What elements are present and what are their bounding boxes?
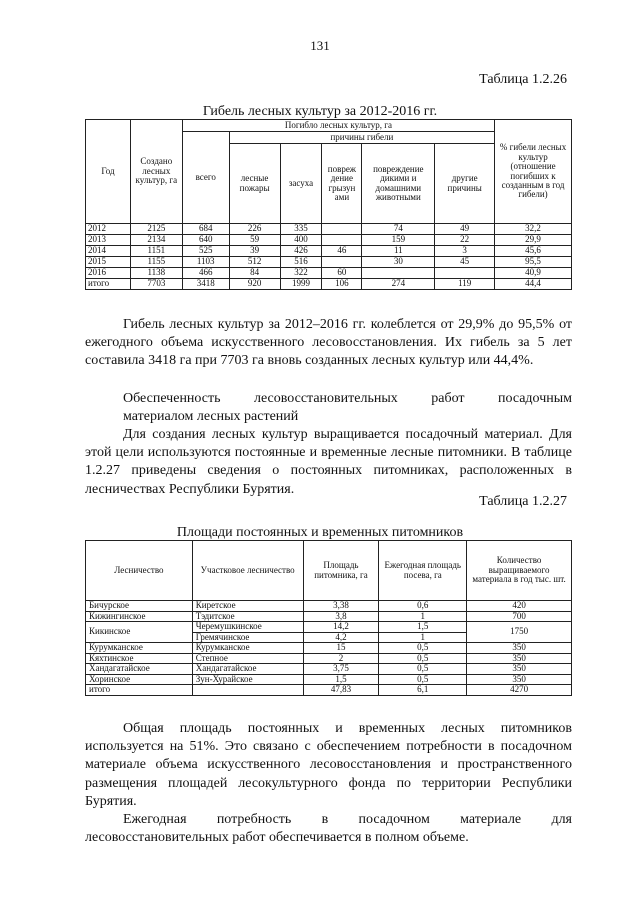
cell-drought: 1999 [280,279,322,290]
cell-quantity: 4270 [467,685,572,696]
table-row [86,246,572,257]
cell-district: Курумканское [192,643,303,654]
table-row [86,224,572,235]
cell-created: 1138 [130,268,182,279]
table-row [86,664,572,675]
cell-quantity: 350 [467,653,572,664]
header-other: другие причины [435,144,495,224]
cell-forestry: Хандагатайское [86,664,193,675]
cell-area: 14,2 [303,622,379,633]
cell-sowing: 1,5 [379,622,467,633]
header-quantity: Количество выращиваемого материала в год тыс. шт. [467,541,572,601]
nurseries-table [85,540,572,696]
cell-animals [362,268,435,279]
cell-sowing: 0,5 [379,653,467,664]
cell-rodents: 106 [322,279,362,290]
table2-title: Площади постоянных и временных питомников [176,525,464,540]
table2-label: Таблица 1.2.27 [479,494,567,509]
paragraph-nurseries-text: Для создания лесных культур выращивается посадочный материал. Для этой цели используются постоянные и временные лесные питомники. В таблице 1.2.27 приведены сведения о постоянных питомниках, расположенных в лесничествах Республики Бурятия. [85,427,572,497]
section-heading-line1: Обеспеченность лесовосстановительных работ посадочным [123,391,572,406]
cell-district: Киретское [192,601,303,612]
cell-other: 49 [435,224,495,235]
header-district: Участковое лесничество [192,541,303,601]
page-number: 131 [310,38,330,53]
cell-rodents: 46 [322,246,362,257]
table-row [86,611,572,622]
cell-district: Хандагатайское [192,664,303,675]
section-heading [85,390,572,426]
cell-area: 1,5 [303,674,379,685]
cell-fires: 512 [229,257,280,268]
cell-fires: 84 [229,268,280,279]
cell-quantity: 350 [467,674,572,685]
cell-animals: 11 [362,246,435,257]
cell-total: 640 [182,235,229,246]
header-sowing: Ежегодная площадь посева, га [379,541,467,601]
cell-forestry: Курумканское [86,643,193,654]
cell-rodents [322,224,362,235]
cell-area: 2 [303,653,379,664]
cell-fires: 920 [229,279,280,290]
cell-percent: 40,9 [495,268,572,279]
cell-quantity: 420 [467,601,572,612]
table-row [86,685,572,696]
paragraph-demand-text: Ежегодная потребность в посадочном материале для лесовосстановительных работ обеспечивается в полном объеме. [85,812,572,846]
cell-sowing: 1 [379,611,467,622]
cell-year: 2016 [86,268,131,279]
cell-rodents [322,235,362,246]
paragraph-usage-text: Общая площадь постоянных и временных лесных питомников используется на 51%. Это связано с обеспечением потребности в посадочном материале объема искусственного лесовосстановления и пространственного размещения площадей лесокультурного фонда по территории Республики Бурятия. [85,721,572,809]
cell-total: 466 [182,268,229,279]
cell-sowing: 0,5 [379,674,467,685]
header-animals: повреждение дикими и домашними животными [362,144,435,224]
cell-forestry: Бичурское [86,601,193,612]
table-row [86,643,572,654]
cell-forestry: Кяхтинское [86,653,193,664]
cell-year: 2012 [86,224,131,235]
header-fires: лесные пожары [229,144,280,224]
header-rodents: повреж дение грызун ами [322,144,362,224]
cell-drought: 400 [280,235,322,246]
cell-percent: 45,6 [495,246,572,257]
paragraph-loss-text: Гибель лесных культур за 2012–2016 гг. колеблется от 29,9% до 95,5% от ежегодного объема искусственного лесовосстановления. Их гибель за 5 лет составила 3418 га при 7703 га вновь созданных лесных культур или 44,4%. [85,317,572,369]
header-perished: Погибло лесных культур, га [182,120,494,132]
cell-rodents: 60 [322,268,362,279]
cell-other [435,268,495,279]
cell-other: 22 [435,235,495,246]
cell-created: 2125 [130,224,182,235]
cell-area: 3,75 [303,664,379,675]
cell-sowing: 0,5 [379,664,467,675]
cell-other: 119 [435,279,495,290]
cell-area: 3,38 [303,601,379,612]
table1-label: Таблица 1.2.26 [479,72,567,87]
cell-animals: 159 [362,235,435,246]
cell-quantity: 350 [467,664,572,675]
cell-animals: 74 [362,224,435,235]
cell-forestry: Кижингинское [86,611,193,622]
table-row [86,257,572,268]
cell-drought: 516 [280,257,322,268]
cell-total: 525 [182,246,229,257]
cell-forestry: Хоринское [86,674,193,685]
header-forestry: Лесничество [86,541,193,601]
cell-total: 3418 [182,279,229,290]
cell-year: 2015 [86,257,131,268]
cell-percent: 95,5 [495,257,572,268]
paragraph-nurseries-intro [85,426,572,499]
cell-other: 45 [435,257,495,268]
table-row [86,674,572,685]
forest-loss-table [85,119,572,290]
cell-rodents [322,257,362,268]
header-area: Площадь питомника, га [303,541,379,601]
cell-district: Степное [192,653,303,664]
cell-district: Тэдитское [192,611,303,622]
cell-total: 684 [182,224,229,235]
cell-area: 15 [303,643,379,654]
cell-area: 4,2 [303,632,379,643]
table-row [86,622,572,633]
cell-district: Черемушкинское [192,622,303,633]
cell-created: 1155 [130,257,182,268]
section-heading-line2: материалом лесных растений [123,409,299,425]
cell-year: 2013 [86,235,131,246]
cell-fires: 39 [229,246,280,257]
cell-drought: 426 [280,246,322,257]
table-row [86,279,572,290]
header-total: всего [182,132,229,224]
paragraph-loss-summary [85,316,572,371]
table-row [86,235,572,246]
cell-total: 1103 [182,257,229,268]
cell-drought: 322 [280,268,322,279]
cell-sowing: 6,1 [379,685,467,696]
cell-drought: 335 [280,224,322,235]
cell-year: итого [86,279,131,290]
cell-area: 3,8 [303,611,379,622]
cell-quantity: 700 [467,611,572,622]
header-created: Создано лесных культур, га [130,120,182,224]
cell-sowing: 1 [379,632,467,643]
cell-animals: 274 [362,279,435,290]
header-percent: % гибели лесных культур (отношение погибших к созданным в год гибели) [495,120,572,224]
header-year: Год [86,120,131,224]
cell-other: 3 [435,246,495,257]
cell-percent: 29,9 [495,235,572,246]
header-drought: засуха [280,144,322,224]
table-row [86,268,572,279]
cell-percent: 32,2 [495,224,572,235]
cell-quantity: 350 [467,643,572,654]
cell-forestry: итого [86,685,193,696]
cell-district [192,685,303,696]
paragraph-demand [85,811,572,847]
cell-created: 1151 [130,246,182,257]
table-row [86,653,572,664]
cell-percent: 44,4 [495,279,572,290]
cell-quantity: 1750 [467,622,572,643]
cell-year: 2014 [86,246,131,257]
cell-district: Зун-Хурайское [192,674,303,685]
table-row [86,601,572,612]
cell-fires: 226 [229,224,280,235]
cell-forestry: Кикинское [86,622,193,643]
cell-sowing: 0,6 [379,601,467,612]
cell-area: 47,83 [303,685,379,696]
header-reasons: причины гибели [229,132,494,144]
cell-created: 7703 [130,279,182,290]
cell-animals: 30 [362,257,435,268]
cell-sowing: 0,5 [379,643,467,654]
cell-fires: 59 [229,235,280,246]
cell-created: 2134 [130,235,182,246]
table1-title: Гибель лесных культур за 2012-2016 гг. [202,104,438,119]
paragraph-usage [85,720,572,811]
cell-district: Гремячинское [192,632,303,643]
